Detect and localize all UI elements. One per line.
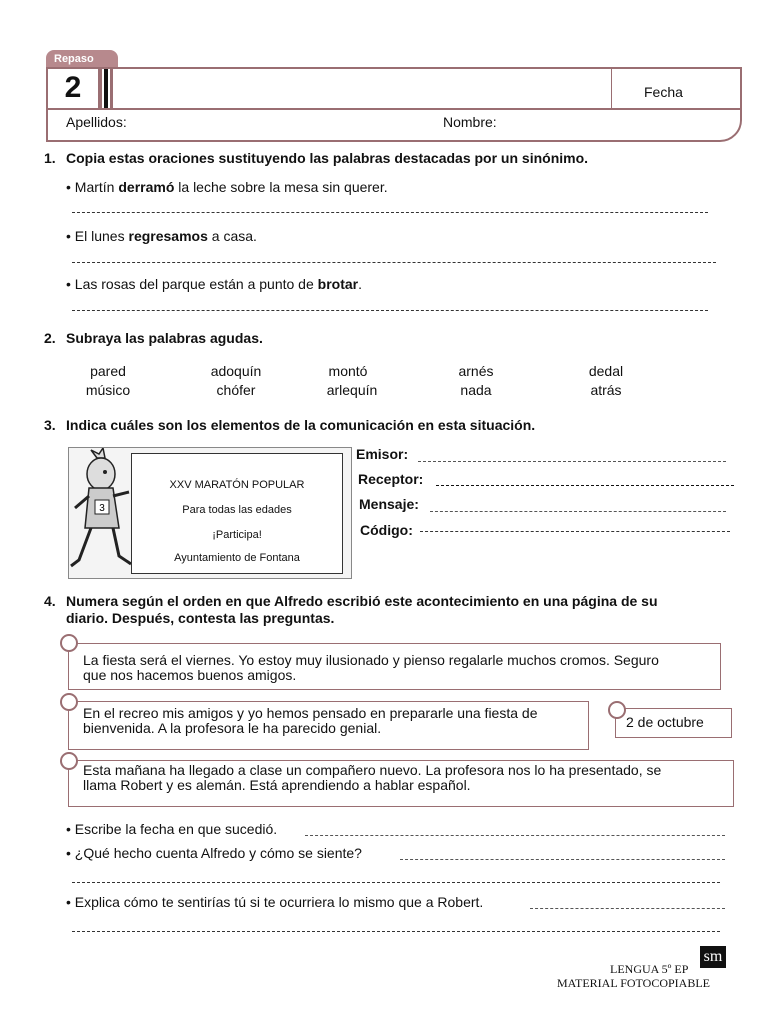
q2-number: 2. [44, 330, 56, 346]
answer-line[interactable] [420, 531, 730, 532]
footer-subject: LENGUA 5º EP [610, 962, 689, 976]
answer-line[interactable] [400, 859, 725, 860]
poster-line: XXV MARATÓN POPULAR [169, 479, 305, 491]
fecha-separator [611, 69, 612, 108]
q3-number: 3. [44, 417, 56, 433]
answer-line[interactable] [305, 835, 725, 836]
field-label: Mensaje: [359, 496, 419, 512]
q4-instruction-1: Numera según el orden en que Alfredo escribió este acontecimiento en una página de su [66, 593, 658, 609]
answer-line[interactable] [72, 262, 716, 263]
answer-line[interactable] [72, 931, 720, 932]
q4-number: 4. [44, 593, 56, 609]
fecha-label: Fecha [644, 84, 683, 100]
header-divider [46, 108, 741, 110]
number-circle[interactable] [60, 752, 78, 770]
poster-line: Ayuntamiento de Fontana [174, 552, 300, 564]
q1-sentence-1: • Martín derramó la leche sobre la mesa sin querer. [66, 179, 388, 195]
word[interactable]: arlequín [326, 382, 378, 398]
answer-line[interactable] [72, 310, 708, 311]
poster-line: ¡Participa! [212, 529, 262, 541]
word[interactable]: pared [90, 363, 126, 379]
answer-line[interactable] [436, 485, 734, 486]
answer-line[interactable] [72, 212, 708, 213]
question-3: • Explica cómo te sentirías tú si te ocurriera lo mismo que a Robert. [66, 894, 484, 910]
word[interactable]: dedal [588, 363, 624, 379]
poster-line: Para todas las edades [182, 504, 292, 516]
q1-number: 1. [44, 150, 56, 166]
answer-line[interactable] [418, 461, 726, 462]
number-circle[interactable] [608, 701, 626, 719]
field-label: Receptor: [358, 471, 424, 487]
header-box [46, 67, 742, 142]
q1-sentence-2: • El lunes regresamos a casa. [66, 228, 257, 244]
answer-line[interactable] [530, 908, 725, 909]
unit-number: 2 [64, 71, 82, 104]
number-circle[interactable] [60, 693, 78, 711]
word[interactable]: montó [328, 363, 368, 379]
date-text: 2 de octubre [626, 714, 704, 730]
q1-sentence-3: • Las rosas del parque están a punto de brotar. [66, 276, 362, 292]
footer-material: MATERIAL FOTOCOPIABLE [557, 976, 711, 990]
diary-text-2: En el recreo mis amigos y yo hemos pensado en prepararle una fiesta de bienvenida. A la profesora le ha parecido genial. [83, 705, 538, 736]
poster-illustration [68, 447, 352, 579]
svg-text:3: 3 [99, 503, 105, 514]
word[interactable]: nada [460, 382, 492, 398]
sm-logo: sm [700, 946, 726, 968]
runner-icon [69, 448, 139, 578]
poster-sign [131, 453, 343, 574]
q4-instruction-2: diario. Después, contesta las preguntas. [66, 610, 335, 626]
word[interactable]: chófer [216, 382, 256, 398]
question-2: • ¿Qué hecho cuenta Alfredo y cómo se siente? [66, 845, 362, 861]
field-label: Código: [360, 522, 413, 538]
word[interactable]: adoquín [210, 363, 262, 379]
nombre-label: Nombre: [443, 114, 497, 130]
q3-instruction: Indica cuáles son los elementos de la comunicación en esta situación. [66, 417, 536, 433]
apellidos-label: Apellidos: [66, 114, 127, 130]
diary-text-1: La fiesta será el viernes. Yo estoy muy ilusionado y pienso regalarle muchos cromos. Seguro que nos hacemos buenos amigos. [83, 652, 659, 683]
question-1: • Escribe la fecha en que sucedió. [66, 821, 278, 837]
word[interactable]: músico [85, 382, 131, 398]
answer-line[interactable] [72, 882, 720, 883]
word[interactable]: atrás [590, 382, 622, 398]
decorative-bars [98, 69, 116, 108]
diary-text-3: Esta mañana ha llegado a clase un compañero nuevo. La profesora nos lo ha presentado, se llama Robert y es alemán. Está aprendiendo a hablar español. [83, 762, 662, 793]
field-label: Emisor: [356, 446, 409, 462]
q1-instruction: Copia estas oraciones sustituyendo las palabras destacadas por un sinónimo. [66, 150, 589, 166]
q2-instruction: Subraya las palabras agudas. [66, 330, 263, 346]
word[interactable]: arnés [458, 363, 494, 379]
repaso-tab: Repaso [46, 50, 118, 68]
number-circle[interactable] [60, 634, 78, 652]
answer-line[interactable] [430, 511, 726, 512]
